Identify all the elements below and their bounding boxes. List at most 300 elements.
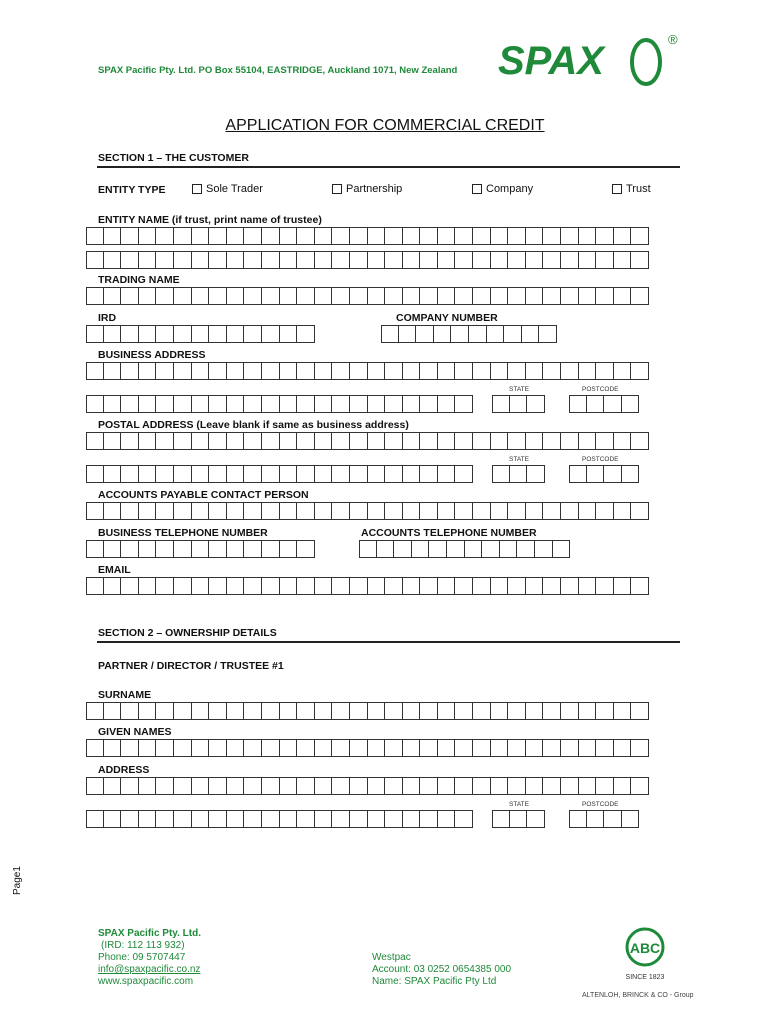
checkbox-icon[interactable] — [332, 184, 342, 194]
char-box[interactable] — [596, 739, 614, 757]
char-box[interactable] — [156, 465, 174, 483]
char-box[interactable] — [121, 227, 139, 245]
char-box[interactable] — [491, 287, 509, 305]
owner-address-line1[interactable] — [86, 777, 649, 795]
char-box[interactable] — [438, 432, 456, 450]
char-box[interactable] — [438, 227, 456, 245]
char-box[interactable] — [412, 540, 430, 558]
char-box[interactable] — [368, 251, 386, 269]
char-box[interactable] — [614, 739, 632, 757]
ird-field[interactable] — [86, 325, 315, 343]
char-box[interactable] — [429, 540, 447, 558]
char-box[interactable] — [315, 739, 333, 757]
company-number-field[interactable] — [381, 325, 557, 343]
char-box[interactable] — [86, 432, 104, 450]
char-box[interactable] — [596, 702, 614, 720]
char-box[interactable] — [508, 777, 526, 795]
char-box[interactable] — [86, 362, 104, 380]
char-box[interactable] — [438, 395, 456, 413]
char-box[interactable] — [156, 362, 174, 380]
char-box[interactable] — [438, 362, 456, 380]
char-box[interactable] — [121, 810, 139, 828]
char-box[interactable] — [315, 502, 333, 520]
char-box[interactable] — [297, 702, 315, 720]
char-box[interactable] — [543, 777, 561, 795]
char-box[interactable] — [561, 777, 579, 795]
char-box[interactable] — [139, 287, 157, 305]
char-box[interactable] — [332, 362, 350, 380]
char-box[interactable] — [614, 227, 632, 245]
char-box[interactable] — [315, 702, 333, 720]
char-box[interactable] — [350, 777, 368, 795]
char-box[interactable] — [156, 577, 174, 595]
char-box[interactable] — [368, 702, 386, 720]
business-postcode-field[interactable] — [569, 395, 639, 413]
char-box[interactable] — [209, 777, 227, 795]
char-box[interactable] — [492, 810, 510, 828]
char-box[interactable] — [332, 502, 350, 520]
char-box[interactable] — [579, 362, 597, 380]
char-box[interactable] — [315, 577, 333, 595]
footer-web-link[interactable]: www.spaxpacific.com — [98, 976, 194, 987]
char-box[interactable] — [403, 777, 421, 795]
char-box[interactable] — [156, 287, 174, 305]
char-box[interactable] — [455, 739, 473, 757]
char-box[interactable] — [403, 810, 421, 828]
char-box[interactable] — [455, 810, 473, 828]
char-box[interactable] — [227, 540, 245, 558]
char-box[interactable] — [209, 502, 227, 520]
char-box[interactable] — [508, 502, 526, 520]
char-box[interactable] — [561, 702, 579, 720]
char-box[interactable] — [227, 251, 245, 269]
accounts-phone-field[interactable] — [359, 540, 570, 558]
char-box[interactable] — [174, 739, 192, 757]
trading-name-field[interactable] — [86, 287, 649, 305]
char-box[interactable] — [569, 810, 587, 828]
char-box[interactable] — [104, 810, 122, 828]
char-box[interactable] — [561, 577, 579, 595]
char-box[interactable] — [280, 702, 298, 720]
char-box[interactable] — [280, 739, 298, 757]
char-box[interactable] — [614, 702, 632, 720]
business-phone-field[interactable] — [86, 540, 315, 558]
char-box[interactable] — [438, 577, 456, 595]
char-box[interactable] — [535, 540, 553, 558]
char-box[interactable] — [604, 465, 622, 483]
char-box[interactable] — [315, 227, 333, 245]
char-box[interactable] — [244, 502, 262, 520]
char-box[interactable] — [104, 465, 122, 483]
char-box[interactable] — [280, 395, 298, 413]
char-box[interactable] — [121, 540, 139, 558]
char-box[interactable] — [350, 251, 368, 269]
entity-option-trust[interactable]: Trust — [612, 183, 651, 195]
char-box[interactable] — [262, 702, 280, 720]
char-box[interactable] — [579, 251, 597, 269]
char-box[interactable] — [350, 362, 368, 380]
char-box[interactable] — [244, 810, 262, 828]
char-box[interactable] — [104, 227, 122, 245]
char-box[interactable] — [579, 777, 597, 795]
char-box[interactable] — [438, 739, 456, 757]
char-box[interactable] — [438, 251, 456, 269]
char-box[interactable] — [227, 432, 245, 450]
char-box[interactable] — [227, 577, 245, 595]
char-box[interactable] — [297, 287, 315, 305]
char-box[interactable] — [465, 540, 483, 558]
char-box[interactable] — [156, 395, 174, 413]
char-box[interactable] — [174, 540, 192, 558]
char-box[interactable] — [174, 251, 192, 269]
char-box[interactable] — [209, 251, 227, 269]
char-box[interactable] — [526, 739, 544, 757]
char-box[interactable] — [385, 287, 403, 305]
char-box[interactable] — [368, 362, 386, 380]
char-box[interactable] — [139, 432, 157, 450]
char-box[interactable] — [403, 502, 421, 520]
char-box[interactable] — [508, 251, 526, 269]
char-box[interactable] — [508, 432, 526, 450]
char-box[interactable] — [526, 432, 544, 450]
char-box[interactable] — [420, 777, 438, 795]
char-box[interactable] — [297, 465, 315, 483]
char-box[interactable] — [192, 465, 210, 483]
char-box[interactable] — [420, 739, 438, 757]
char-box[interactable] — [614, 362, 632, 380]
char-box[interactable] — [244, 702, 262, 720]
char-box[interactable] — [579, 702, 597, 720]
char-box[interactable] — [438, 702, 456, 720]
char-box[interactable] — [174, 502, 192, 520]
char-box[interactable] — [377, 540, 395, 558]
char-box[interactable] — [121, 465, 139, 483]
char-box[interactable] — [504, 325, 522, 343]
char-box[interactable] — [473, 227, 491, 245]
checkbox-icon[interactable] — [192, 184, 202, 194]
char-box[interactable] — [350, 432, 368, 450]
char-box[interactable] — [332, 739, 350, 757]
char-box[interactable] — [139, 739, 157, 757]
business-address-line1[interactable] — [86, 362, 649, 380]
char-box[interactable] — [543, 432, 561, 450]
char-box[interactable] — [209, 702, 227, 720]
char-box[interactable] — [526, 702, 544, 720]
char-box[interactable] — [614, 432, 632, 450]
char-box[interactable] — [192, 540, 210, 558]
char-box[interactable] — [139, 577, 157, 595]
owner-postcode-field[interactable] — [569, 810, 639, 828]
char-box[interactable] — [209, 540, 227, 558]
char-box[interactable] — [631, 577, 649, 595]
footer-email-link[interactable]: info@spaxpacific.co.nz — [98, 964, 201, 975]
char-box[interactable] — [631, 362, 649, 380]
char-box[interactable] — [403, 702, 421, 720]
char-box[interactable] — [121, 702, 139, 720]
char-box[interactable] — [227, 325, 245, 343]
char-box[interactable] — [139, 362, 157, 380]
char-box[interactable] — [174, 702, 192, 720]
char-box[interactable] — [209, 395, 227, 413]
char-box[interactable] — [491, 227, 509, 245]
char-box[interactable] — [596, 777, 614, 795]
char-box[interactable] — [569, 465, 587, 483]
entity-option-sole-trader[interactable]: Sole Trader — [192, 183, 263, 195]
char-box[interactable] — [262, 362, 280, 380]
char-box[interactable] — [350, 502, 368, 520]
char-box[interactable] — [561, 739, 579, 757]
char-box[interactable] — [262, 325, 280, 343]
char-box[interactable] — [455, 577, 473, 595]
char-box[interactable] — [579, 227, 597, 245]
char-box[interactable] — [510, 810, 528, 828]
char-box[interactable] — [399, 325, 417, 343]
char-box[interactable] — [394, 540, 412, 558]
char-box[interactable] — [473, 287, 491, 305]
char-box[interactable] — [121, 395, 139, 413]
char-box[interactable] — [139, 227, 157, 245]
char-box[interactable] — [561, 362, 579, 380]
char-box[interactable] — [508, 577, 526, 595]
char-box[interactable] — [473, 702, 491, 720]
entity-option-company[interactable]: Company — [472, 183, 533, 195]
char-box[interactable] — [227, 465, 245, 483]
char-box[interactable] — [482, 540, 500, 558]
char-box[interactable] — [491, 502, 509, 520]
owner-state-field[interactable] — [492, 810, 545, 828]
char-box[interactable] — [359, 540, 377, 558]
char-box[interactable] — [508, 739, 526, 757]
char-box[interactable] — [543, 502, 561, 520]
char-box[interactable] — [139, 502, 157, 520]
char-box[interactable] — [139, 395, 157, 413]
char-box[interactable] — [262, 739, 280, 757]
char-box[interactable] — [455, 227, 473, 245]
owner-address-line2[interactable] — [86, 810, 473, 828]
char-box[interactable] — [403, 465, 421, 483]
char-box[interactable] — [596, 432, 614, 450]
char-box[interactable] — [262, 540, 280, 558]
char-box[interactable] — [543, 362, 561, 380]
char-box[interactable] — [192, 325, 210, 343]
char-box[interactable] — [174, 577, 192, 595]
char-box[interactable] — [368, 810, 386, 828]
char-box[interactable] — [174, 227, 192, 245]
char-box[interactable] — [527, 465, 545, 483]
char-box[interactable] — [455, 465, 473, 483]
char-box[interactable] — [491, 251, 509, 269]
char-box[interactable] — [543, 702, 561, 720]
char-box[interactable] — [420, 465, 438, 483]
char-box[interactable] — [227, 362, 245, 380]
char-box[interactable] — [280, 325, 298, 343]
char-box[interactable] — [561, 502, 579, 520]
char-box[interactable] — [227, 502, 245, 520]
char-box[interactable] — [350, 287, 368, 305]
char-box[interactable] — [622, 810, 640, 828]
char-box[interactable] — [227, 777, 245, 795]
char-box[interactable] — [139, 540, 157, 558]
char-box[interactable] — [631, 777, 649, 795]
char-box[interactable] — [385, 777, 403, 795]
char-box[interactable] — [526, 777, 544, 795]
char-box[interactable] — [244, 395, 262, 413]
char-box[interactable] — [614, 777, 632, 795]
char-box[interactable] — [385, 227, 403, 245]
char-box[interactable] — [315, 362, 333, 380]
char-box[interactable] — [420, 395, 438, 413]
char-box[interactable] — [420, 251, 438, 269]
char-box[interactable] — [631, 287, 649, 305]
char-box[interactable] — [416, 325, 434, 343]
char-box[interactable] — [543, 739, 561, 757]
char-box[interactable] — [121, 325, 139, 343]
char-box[interactable] — [604, 395, 622, 413]
char-box[interactable] — [368, 577, 386, 595]
business-address-line2[interactable] — [86, 395, 473, 413]
char-box[interactable] — [139, 465, 157, 483]
char-box[interactable] — [350, 739, 368, 757]
char-box[interactable] — [368, 502, 386, 520]
char-box[interactable] — [491, 739, 509, 757]
char-box[interactable] — [192, 702, 210, 720]
char-box[interactable] — [297, 739, 315, 757]
char-box[interactable] — [297, 395, 315, 413]
char-box[interactable] — [121, 432, 139, 450]
char-box[interactable] — [192, 287, 210, 305]
char-box[interactable] — [192, 577, 210, 595]
postal-state-field[interactable] — [492, 465, 545, 483]
char-box[interactable] — [332, 777, 350, 795]
char-box[interactable] — [420, 577, 438, 595]
char-box[interactable] — [315, 432, 333, 450]
char-box[interactable] — [350, 227, 368, 245]
entity-option-partnership[interactable]: Partnership — [332, 183, 402, 195]
char-box[interactable] — [86, 577, 104, 595]
char-box[interactable] — [487, 325, 505, 343]
char-box[interactable] — [139, 777, 157, 795]
char-box[interactable] — [420, 362, 438, 380]
char-box[interactable] — [139, 251, 157, 269]
char-box[interactable] — [297, 251, 315, 269]
char-box[interactable] — [469, 325, 487, 343]
char-box[interactable] — [561, 227, 579, 245]
char-box[interactable] — [262, 251, 280, 269]
char-box[interactable] — [139, 702, 157, 720]
surname-field[interactable] — [86, 702, 649, 720]
char-box[interactable] — [526, 251, 544, 269]
char-box[interactable] — [368, 432, 386, 450]
char-box[interactable] — [121, 739, 139, 757]
char-box[interactable] — [104, 362, 122, 380]
char-box[interactable] — [86, 810, 104, 828]
char-box[interactable] — [561, 432, 579, 450]
char-box[interactable] — [473, 739, 491, 757]
char-box[interactable] — [539, 325, 557, 343]
char-box[interactable] — [403, 739, 421, 757]
char-box[interactable] — [174, 465, 192, 483]
char-box[interactable] — [332, 810, 350, 828]
char-box[interactable] — [473, 777, 491, 795]
char-box[interactable] — [209, 227, 227, 245]
char-box[interactable] — [438, 465, 456, 483]
char-box[interactable] — [420, 432, 438, 450]
char-box[interactable] — [368, 739, 386, 757]
char-box[interactable] — [385, 465, 403, 483]
char-box[interactable] — [526, 362, 544, 380]
char-box[interactable] — [631, 702, 649, 720]
char-box[interactable] — [508, 227, 526, 245]
char-box[interactable] — [553, 540, 571, 558]
char-box[interactable] — [596, 502, 614, 520]
char-box[interactable] — [332, 251, 350, 269]
char-box[interactable] — [227, 227, 245, 245]
char-box[interactable] — [438, 502, 456, 520]
char-box[interactable] — [315, 777, 333, 795]
char-box[interactable] — [209, 465, 227, 483]
char-box[interactable] — [350, 465, 368, 483]
postal-postcode-field[interactable] — [569, 465, 639, 483]
char-box[interactable] — [508, 702, 526, 720]
char-box[interactable] — [455, 251, 473, 269]
char-box[interactable] — [368, 465, 386, 483]
char-box[interactable] — [86, 287, 104, 305]
char-box[interactable] — [174, 362, 192, 380]
char-box[interactable] — [473, 577, 491, 595]
char-box[interactable] — [280, 502, 298, 520]
char-box[interactable] — [510, 465, 528, 483]
postal-address-line2[interactable] — [86, 465, 473, 483]
char-box[interactable] — [569, 395, 587, 413]
char-box[interactable] — [280, 287, 298, 305]
char-box[interactable] — [385, 810, 403, 828]
char-box[interactable] — [156, 502, 174, 520]
char-box[interactable] — [561, 287, 579, 305]
char-box[interactable] — [622, 395, 640, 413]
char-box[interactable] — [86, 227, 104, 245]
char-box[interactable] — [227, 810, 245, 828]
char-box[interactable] — [280, 251, 298, 269]
char-box[interactable] — [262, 432, 280, 450]
email-field[interactable] — [86, 577, 649, 595]
char-box[interactable] — [631, 502, 649, 520]
char-box[interactable] — [280, 432, 298, 450]
char-box[interactable] — [332, 465, 350, 483]
char-box[interactable] — [420, 502, 438, 520]
char-box[interactable] — [604, 810, 622, 828]
char-box[interactable] — [244, 432, 262, 450]
char-box[interactable] — [86, 395, 104, 413]
char-box[interactable] — [209, 287, 227, 305]
char-box[interactable] — [262, 465, 280, 483]
char-box[interactable] — [587, 465, 605, 483]
char-box[interactable] — [297, 577, 315, 595]
char-box[interactable] — [526, 227, 544, 245]
char-box[interactable] — [455, 432, 473, 450]
char-box[interactable] — [262, 777, 280, 795]
char-box[interactable] — [451, 325, 469, 343]
char-box[interactable] — [403, 287, 421, 305]
char-box[interactable] — [368, 287, 386, 305]
char-box[interactable] — [631, 432, 649, 450]
char-box[interactable] — [385, 502, 403, 520]
char-box[interactable] — [455, 777, 473, 795]
char-box[interactable] — [315, 810, 333, 828]
char-box[interactable] — [596, 227, 614, 245]
char-box[interactable] — [244, 251, 262, 269]
char-box[interactable] — [121, 577, 139, 595]
char-box[interactable] — [244, 287, 262, 305]
